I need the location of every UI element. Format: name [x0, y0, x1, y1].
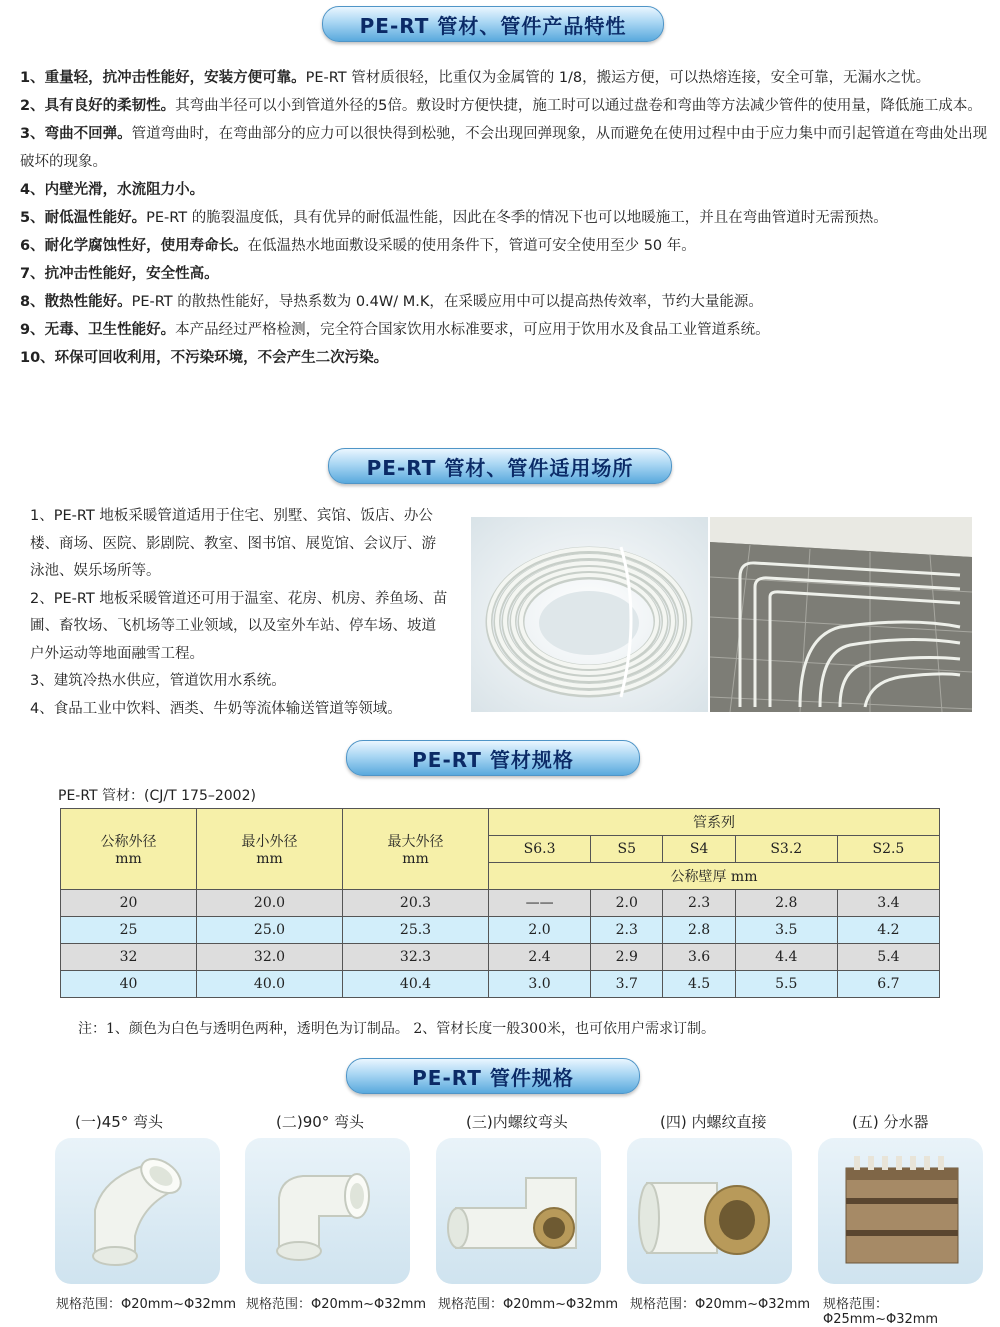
- header-wall-thickness: 公称壁厚 mm: [489, 863, 940, 890]
- feature-item: 8、散热性能好。PE-RT 的散热性能好，导热系数为 0.4W/ M.K，在采暖应用中可以提高热传效率，节约大量能源。: [20, 294, 763, 310]
- table-cell: 20.0: [197, 890, 343, 917]
- table-cell: 3.0: [489, 971, 591, 998]
- table-cell: 3.4: [837, 890, 939, 917]
- table-cell: 2.8: [735, 890, 837, 917]
- header-series: S3.2: [735, 836, 837, 863]
- header-series: S2.5: [837, 836, 939, 863]
- feature-item: 9、无毒、卫生性能好。本产品经过严格检测，完全符合国家饮用水标准要求，可应用于饮用水及食品工业管道系统。: [20, 322, 770, 338]
- fitting-90-elbow-photo: [245, 1138, 410, 1284]
- feature-item: 7、抗冲击性能好，安全性高。: [20, 266, 219, 282]
- fitting-threaded-coupling-photo: [627, 1138, 792, 1284]
- fitting-threaded-elbow-photo: [436, 1138, 601, 1284]
- fitting-spec: 规格范围：Φ25mm~Φ32mm: [823, 1297, 939, 1327]
- table-cell: 2.4: [489, 944, 591, 971]
- fitting-title: (五) 分水器: [852, 1113, 929, 1131]
- table-cell: 6.7: [837, 971, 939, 998]
- pipe-coil-photo: [471, 517, 708, 712]
- table-cell: 3.5: [735, 917, 837, 944]
- table-cell: 40: [61, 971, 197, 998]
- fitting-spec: 规格范围：Φ20mm~Φ32mm: [438, 1297, 619, 1312]
- header-series: S4: [663, 836, 735, 863]
- table-cell: 4.4: [735, 944, 837, 971]
- section-title-pipe-spec: PE-RT 管材规格: [346, 740, 640, 776]
- fitting-title: (一)45° 弯头: [75, 1113, 164, 1131]
- table-cell: 4.5: [663, 971, 735, 998]
- table-cell: 32.3: [343, 944, 489, 971]
- table-row: [61, 890, 940, 917]
- table-cell: 25.0: [197, 917, 343, 944]
- header-outer-diameter: 公称外径 mm: [61, 809, 197, 890]
- table-cell: 25.3: [343, 917, 489, 944]
- table-cell: 2.0: [489, 917, 591, 944]
- usage-list: [30, 503, 450, 723]
- pipe-spec-table: [60, 808, 940, 998]
- feature-item: 5、耐低温性能好。PE-RT 的脆裂温度低，具有优异的耐低温性能，因此在冬季的情况下也可以地暖施工，并且在弯曲管道时无需预热。: [20, 210, 888, 226]
- usage-item: 4、食品工业中饮料、酒类、牛奶等流体输送管道等领域。: [30, 700, 402, 717]
- fitting-spec: 规格范围：Φ20mm~Φ32mm: [630, 1297, 811, 1312]
- table-cell: 40.0: [197, 971, 343, 998]
- usage-item: 3、建筑冷热水供应，管道饮用水系统。: [30, 673, 286, 689]
- table-cell: ——: [489, 890, 591, 917]
- table-cell: 3.7: [591, 971, 663, 998]
- table-cell: 4.2: [837, 917, 939, 944]
- feature-item: 2、具有良好的柔韧性。其弯曲半径可以小到管道外径的5倍。敷设时方便快捷，施工时可以通过盘卷和弯曲等方法减少管件的使用量，降低施工成本。: [20, 98, 982, 114]
- header-max-diameter: 最大外径 mm: [343, 809, 489, 890]
- table-cell: 2.3: [591, 917, 663, 944]
- fitting-45-elbow-photo: [55, 1138, 220, 1284]
- table-cell: 2.9: [591, 944, 663, 971]
- table-cell: 3.6: [663, 944, 735, 971]
- table-cell: 5.4: [837, 944, 939, 971]
- fitting-title: (二)90° 弯头: [276, 1113, 365, 1131]
- table-cell: 2.8: [663, 917, 735, 944]
- section-title-fitting-spec: PE-RT 管件规格: [346, 1058, 640, 1094]
- section-title-usage: PE-RT 管材、管件适用场所: [328, 448, 672, 484]
- floor-heating-photo: [710, 517, 972, 712]
- section-title-features: PE-RT 管材、管件产品特性: [322, 6, 664, 42]
- features-list: [20, 64, 990, 372]
- table-cell: 20: [61, 890, 197, 917]
- fitting-spec: 规格范围：Φ20mm~Φ32mm: [246, 1297, 427, 1312]
- header-min-diameter: 最小外径 mm: [197, 809, 343, 890]
- table-row: [61, 944, 940, 971]
- header-pipe-series: 管系列: [489, 809, 940, 836]
- feature-item: 4、内壁光滑，水流阻力小。: [20, 182, 205, 198]
- feature-item: 10、环保可回收利用，不污染环境，不会产生二次污染。: [20, 350, 389, 366]
- header-series: S6.3: [489, 836, 591, 863]
- fitting-spec: 规格范围：Φ20mm~Φ32mm: [56, 1297, 237, 1312]
- table-cell: 2.0: [591, 890, 663, 917]
- table-row: [61, 971, 940, 998]
- pipe-table-caption: PE-RT 管材：(CJ/T 175–2002): [58, 788, 256, 804]
- table-row: [61, 917, 940, 944]
- table-cell: 40.4: [343, 971, 489, 998]
- usage-item: 2、PE-RT 地板采暖管道还可用于温室、花房、机房、养鱼场、苗圃、畜牧场、飞机场等工业领域，以及室外车站、停车场、坡道户外运动等地面融雪工程。: [30, 590, 448, 662]
- table-cell: 32.0: [197, 944, 343, 971]
- table-cell: 25: [61, 917, 197, 944]
- usage-item: 1、PE-RT 地板采暖管道适用于住宅、别墅、宾馆、饭店、办公楼、商场、医院、影剧院、教室、图书馆、展览馆、会议厅、游泳池、娱乐场所等。: [30, 508, 436, 579]
- table-cell: 20.3: [343, 890, 489, 917]
- fitting-title: (三)内螺纹弯头: [466, 1113, 568, 1131]
- header-series: S5: [591, 836, 663, 863]
- table-cell: 2.3: [663, 890, 735, 917]
- feature-item: 6、耐化学腐蚀性好，使用寿命长。在低温热水地面敷设采暖的使用条件下，管道可安全使用至少 50 年。: [20, 238, 696, 254]
- fitting-title: (四) 内螺纹直接: [660, 1113, 767, 1131]
- feature-item: 1、重量轻，抗冲击性能好，安装方便可靠。PE-RT 管材质很轻，比重仅为金属管的 1/8，搬运方便，可以热熔连接，安全可靠，无漏水之忧。: [20, 70, 931, 86]
- water-manifold-photo: [818, 1138, 983, 1284]
- pipe-table-note: 注：1、颜色为白色与透明色两种，透明色为订制品。 2、管材长度一般300米，也可依用户需求订制。: [78, 1021, 715, 1037]
- feature-item: 3、弯曲不回弹。管道弯曲时，在弯曲部分的应力可以很快得到松驰，不会出现回弹现象，从而避免在使用过程中由于应力集中而引起管道在弯曲处出现破坏的现象。: [20, 126, 988, 170]
- table-cell: 5.5: [735, 971, 837, 998]
- table-cell: 32: [61, 944, 197, 971]
